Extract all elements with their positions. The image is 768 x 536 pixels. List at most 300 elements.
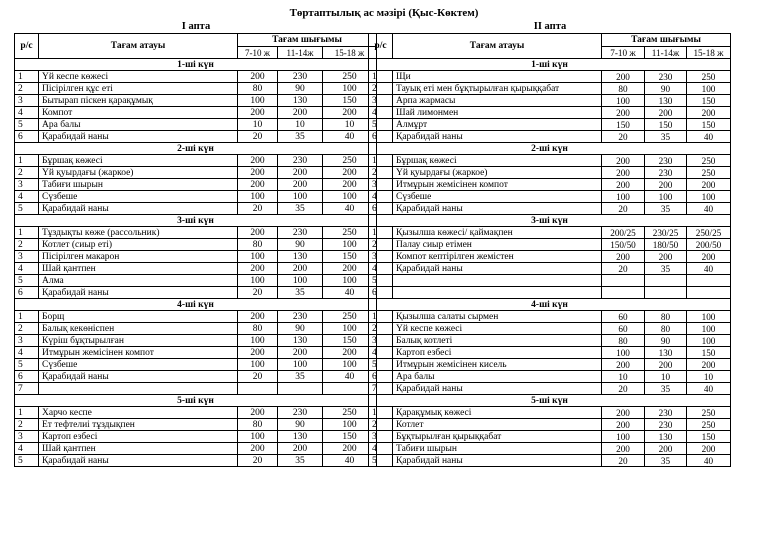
row-number: 3 <box>15 335 39 347</box>
portion-11-14: 130 <box>645 95 687 107</box>
week-1-section <box>14 21 378 467</box>
week-title: І апта <box>181 21 211 32</box>
row-number: 5 <box>369 455 393 467</box>
row-number: 2 <box>15 239 39 251</box>
row-number: 2 <box>369 83 393 95</box>
week-1-body <box>15 59 377 467</box>
menu-row <box>369 119 731 131</box>
portion-7-10: 200 <box>602 443 645 455</box>
dish-name: Тұздықты көже (рассольник) <box>39 227 238 239</box>
menu-row <box>369 251 731 263</box>
day-header-row <box>369 59 731 71</box>
dish-name <box>393 287 602 299</box>
menu-row <box>15 263 377 275</box>
row-number: 2 <box>15 419 39 431</box>
day-title: 1-ші күн <box>369 59 731 71</box>
row-number: 3 <box>15 179 39 191</box>
dish-name: Қарабидай наны <box>39 371 238 383</box>
portion-15-18: 200 <box>687 251 731 263</box>
portion-7-10: 100 <box>238 191 278 203</box>
portion-7-10: 100 <box>602 347 645 359</box>
row-number: 1 <box>369 311 393 323</box>
menu-row <box>15 167 377 179</box>
menu-row <box>369 179 731 191</box>
menu-row <box>369 107 731 119</box>
dish-name: Борщ <box>39 311 238 323</box>
week-2-body <box>369 59 731 467</box>
portion-11-14: 35 <box>645 455 687 467</box>
dish-name: Қарабидай наны <box>393 203 602 215</box>
portion-7-10: 100 <box>238 251 278 263</box>
menu-row <box>15 251 377 263</box>
portion-11-14: 230 <box>645 407 687 419</box>
portion-7-10: 20 <box>238 131 278 143</box>
menu-row <box>15 335 377 347</box>
dish-name: Қарабидай наны <box>39 287 238 299</box>
row-number: 1 <box>369 155 393 167</box>
menu-row <box>369 203 731 215</box>
row-number: 2 <box>369 419 393 431</box>
row-number: 4 <box>369 347 393 359</box>
portion-15-18: 100 <box>323 83 377 95</box>
menu-row <box>15 83 377 95</box>
portion-15-18: 100 <box>323 359 377 371</box>
day-header-row <box>15 143 377 155</box>
portion-7-10: 200 <box>238 443 278 455</box>
menu-row <box>15 419 377 431</box>
portion-15-18: 150 <box>323 95 377 107</box>
portion-11-14: 35 <box>645 203 687 215</box>
dish-name: Пісірілген құс еті <box>39 83 238 95</box>
portion-11-14: 200 <box>278 167 323 179</box>
age-header: 7-10 ж <box>602 47 645 59</box>
menu-row <box>369 287 731 299</box>
row-number: 3 <box>369 95 393 107</box>
row-number: 3 <box>15 251 39 263</box>
row-number: 2 <box>369 239 393 251</box>
row-number: 6 <box>15 371 39 383</box>
portion-15-18: 150 <box>323 431 377 443</box>
portion-7-10: 200 <box>238 179 278 191</box>
portion-15-18: 100 <box>323 323 377 335</box>
portion-15-18 <box>687 287 731 299</box>
day-header-row <box>15 215 377 227</box>
row-number: 7 <box>369 383 393 395</box>
dish-name: Қарабидай наны <box>39 203 238 215</box>
row-number: 4 <box>15 263 39 275</box>
portion-11-14: 200 <box>645 251 687 263</box>
portion-15-18: 250 <box>323 71 377 83</box>
row-number: 3 <box>369 335 393 347</box>
portion-7-10: 200 <box>602 407 645 419</box>
portion-11-14 <box>645 287 687 299</box>
dish-name: Алма <box>39 275 238 287</box>
portion-7-10: 60 <box>602 323 645 335</box>
day-title: 3-ші күн <box>15 215 377 227</box>
week-1-menu-table <box>14 33 377 467</box>
portion-7-10: 20 <box>602 455 645 467</box>
portion-7-10: 80 <box>602 83 645 95</box>
row-number: 4 <box>369 107 393 119</box>
portion-11-14: 35 <box>645 131 687 143</box>
portion-11-14: 230 <box>278 311 323 323</box>
menu-row <box>15 371 377 383</box>
dish-name: Бұршақ көжесі <box>393 155 602 167</box>
rs-header: р/с <box>15 34 39 59</box>
dish-name: Картоп езбесі <box>39 431 238 443</box>
portion-7-10: 200 <box>602 359 645 371</box>
portion-11-14: 230 <box>645 419 687 431</box>
portion-11-14: 130 <box>278 95 323 107</box>
dish-name: Үй кеспе көжесі <box>39 71 238 83</box>
row-number: 4 <box>15 443 39 455</box>
row-number: 1 <box>15 407 39 419</box>
row-number: 6 <box>369 287 393 299</box>
row-number: 3 <box>369 251 393 263</box>
portion-7-10 <box>602 287 645 299</box>
portion-15-18: 200 <box>687 179 731 191</box>
menu-row <box>369 263 731 275</box>
dish-name: Котлет (сиыр еті) <box>39 239 238 251</box>
menu-row <box>369 359 731 371</box>
portion-11-14: 130 <box>645 347 687 359</box>
portion-11-14: 200 <box>278 443 323 455</box>
portion-15-18: 100 <box>687 323 731 335</box>
portion-7-10: 100 <box>238 275 278 287</box>
portion-7-10: 100 <box>238 431 278 443</box>
portion-7-10: 200 <box>602 167 645 179</box>
output-header: Тағам шығымы <box>602 34 731 47</box>
portion-11-14: 200 <box>278 179 323 191</box>
dish-name: Қарабидай наны <box>393 131 602 143</box>
dish-name: Үй қуырдағы (жаркое) <box>393 167 602 179</box>
portion-7-10: 200 <box>238 107 278 119</box>
portion-11-14: 130 <box>278 251 323 263</box>
portion-11-14: 200 <box>278 263 323 275</box>
menu-row <box>369 95 731 107</box>
menu-row <box>15 227 377 239</box>
dish-name: Картоп езбесі <box>393 347 602 359</box>
dish-name: Қарақұмық көжесі <box>393 407 602 419</box>
portion-7-10: 200 <box>238 227 278 239</box>
day-title: 5-ші күн <box>369 395 731 407</box>
portion-7-10: 20 <box>602 203 645 215</box>
row-number: 5 <box>15 203 39 215</box>
portion-11-14: 90 <box>278 419 323 431</box>
portion-15-18: 200 <box>323 167 377 179</box>
portion-7-10 <box>238 383 278 395</box>
portion-15-18: 250 <box>323 227 377 239</box>
age-header: 15-18 ж <box>323 47 377 59</box>
portion-15-18: 40 <box>323 287 377 299</box>
portion-11-14: 10 <box>645 371 687 383</box>
portion-15-18: 40 <box>323 131 377 143</box>
portion-11-14: 230 <box>278 227 323 239</box>
portion-7-10: 100 <box>238 359 278 371</box>
portion-7-10: 200 <box>238 311 278 323</box>
portion-11-14: 100 <box>278 191 323 203</box>
menu-row <box>369 443 731 455</box>
menu-row <box>369 275 731 287</box>
age-header: 11-14ж <box>278 47 323 59</box>
day-header-row <box>15 299 377 311</box>
portion-11-14: 100 <box>645 191 687 203</box>
dish-name: Сүзбеше <box>39 191 238 203</box>
portion-7-10: 100 <box>602 191 645 203</box>
row-number: 6 <box>369 371 393 383</box>
portion-7-10: 150/50 <box>602 239 645 251</box>
menu-row <box>369 227 731 239</box>
row-number: 3 <box>15 95 39 107</box>
menu-row <box>15 347 377 359</box>
row-number: 5 <box>15 275 39 287</box>
dish-name: Палау сиыр етімен <box>393 239 602 251</box>
day-header-row <box>15 59 377 71</box>
dish-name: Сүзбеше <box>393 191 602 203</box>
portion-11-14: 130 <box>645 431 687 443</box>
portion-11-14: 230 <box>278 155 323 167</box>
portion-7-10 <box>602 275 645 287</box>
day-title: 5-ші күн <box>15 395 377 407</box>
portion-15-18: 250 <box>687 155 731 167</box>
portion-11-14: 150 <box>645 119 687 131</box>
menu-row <box>15 107 377 119</box>
day-title: 2-ші күн <box>15 143 377 155</box>
week-2-section <box>368 21 732 467</box>
portion-15-18: 40 <box>323 371 377 383</box>
row-number: 5 <box>15 119 39 131</box>
portion-7-10: 20 <box>238 287 278 299</box>
portion-15-18: 100 <box>323 419 377 431</box>
portion-7-10: 80 <box>238 419 278 431</box>
portion-11-14: 100 <box>278 359 323 371</box>
row-number: 2 <box>369 323 393 335</box>
day-header-row <box>369 215 731 227</box>
portion-11-14: 90 <box>645 83 687 95</box>
portion-15-18: 100 <box>687 83 731 95</box>
age-header: 15-18 ж <box>687 47 731 59</box>
portion-11-14: 80 <box>645 323 687 335</box>
portion-7-10: 20 <box>238 203 278 215</box>
row-number: 6 <box>15 131 39 143</box>
portion-11-14 <box>278 383 323 395</box>
dish-name: Табиғи шырын <box>39 179 238 191</box>
portion-11-14: 10 <box>278 119 323 131</box>
portion-11-14: 230 <box>645 167 687 179</box>
day-header-row <box>369 143 731 155</box>
dish-name: Шай қантпен <box>39 263 238 275</box>
portion-7-10: 200 <box>602 419 645 431</box>
portion-11-14: 230 <box>645 71 687 83</box>
row-number: 2 <box>15 83 39 95</box>
portion-7-10: 20 <box>602 383 645 395</box>
portion-7-10: 200 <box>602 155 645 167</box>
portion-7-10: 10 <box>602 371 645 383</box>
portion-11-14: 35 <box>278 131 323 143</box>
portion-15-18: 250 <box>323 407 377 419</box>
menu-row <box>15 179 377 191</box>
portion-11-14: 230/25 <box>645 227 687 239</box>
portion-11-14: 200 <box>278 347 323 359</box>
day-title: 4-ші күн <box>15 299 377 311</box>
portion-7-10: 200 <box>238 263 278 275</box>
portion-15-18: 200 <box>323 443 377 455</box>
dish-name: Үй қуырдағы (жаркое) <box>39 167 238 179</box>
row-number: 7 <box>15 383 39 395</box>
menu-row <box>15 359 377 371</box>
dish-name: Итмұрын жемісінен компот <box>393 179 602 191</box>
portion-11-14: 200 <box>645 179 687 191</box>
menu-row <box>369 419 731 431</box>
menu-row <box>15 191 377 203</box>
output-header: Тағам шығымы <box>238 34 377 47</box>
portion-11-14: 200 <box>645 443 687 455</box>
dish-name: Тауық еті мен бұқтырылған қырыққабат <box>393 83 602 95</box>
portion-7-10: 200 <box>602 251 645 263</box>
row-number: 1 <box>369 407 393 419</box>
menu-row <box>369 239 731 251</box>
portion-7-10: 150 <box>602 119 645 131</box>
portion-7-10: 200 <box>238 167 278 179</box>
menu-row <box>15 323 377 335</box>
row-number: 1 <box>369 227 393 239</box>
dish-name: Ет тефтелиі тұздықпен <box>39 419 238 431</box>
row-number: 4 <box>369 263 393 275</box>
row-number: 6 <box>15 287 39 299</box>
menu-row <box>15 407 377 419</box>
portion-15-18: 40 <box>687 131 731 143</box>
portion-7-10: 20 <box>602 131 645 143</box>
row-number: 1 <box>15 227 39 239</box>
menu-row <box>15 287 377 299</box>
menu-row <box>15 431 377 443</box>
dish-header: Тағам атауы <box>393 34 602 59</box>
portion-15-18: 200 <box>323 107 377 119</box>
dish-name: Қарабидай наны <box>39 131 238 143</box>
portion-11-14: 90 <box>645 335 687 347</box>
portion-7-10: 10 <box>238 119 278 131</box>
portion-7-10: 100 <box>602 95 645 107</box>
portion-7-10: 200 <box>602 179 645 191</box>
portion-15-18: 150 <box>323 251 377 263</box>
dish-name: Бұршақ көжесі <box>39 155 238 167</box>
day-title: 4-ші күн <box>369 299 731 311</box>
portion-11-14: 180/50 <box>645 239 687 251</box>
dish-name: Пісірілген макарон <box>39 251 238 263</box>
row-number: 6 <box>369 203 393 215</box>
dish-name: Ара балы <box>39 119 238 131</box>
age-header: 11-14ж <box>645 47 687 59</box>
menu-row <box>15 119 377 131</box>
portion-15-18: 200 <box>323 179 377 191</box>
menu-row <box>369 155 731 167</box>
menu-row <box>15 383 377 395</box>
portion-15-18: 200/50 <box>687 239 731 251</box>
menu-row <box>369 371 731 383</box>
menu-row <box>15 131 377 143</box>
day-title: 1-ші күн <box>15 59 377 71</box>
portion-15-18: 100 <box>687 311 731 323</box>
portion-11-14 <box>645 275 687 287</box>
row-number: 1 <box>15 155 39 167</box>
portion-15-18: 10 <box>687 371 731 383</box>
portion-11-14: 35 <box>645 383 687 395</box>
row-number: 3 <box>369 179 393 191</box>
portion-7-10: 100 <box>238 95 278 107</box>
portion-7-10: 200 <box>238 407 278 419</box>
day-header-row <box>15 395 377 407</box>
dish-name: Қарабидай наны <box>393 455 602 467</box>
day-header-row <box>369 299 731 311</box>
menu-row <box>369 83 731 95</box>
dish-name: Харчо кеспе <box>39 407 238 419</box>
portion-15-18: 40 <box>687 383 731 395</box>
row-number: 4 <box>15 347 39 359</box>
dish-name: Итмұрын жемісінен кисель <box>393 359 602 371</box>
menu-row <box>369 167 731 179</box>
portion-15-18: 200 <box>687 107 731 119</box>
portion-11-14: 200 <box>645 107 687 119</box>
dish-name: Компот <box>39 107 238 119</box>
portion-7-10: 200/25 <box>602 227 645 239</box>
dish-name <box>393 275 602 287</box>
row-number: 4 <box>369 191 393 203</box>
portion-15-18: 250 <box>687 419 731 431</box>
portion-15-18: 200 <box>687 443 731 455</box>
menu-row <box>15 155 377 167</box>
row-number: 3 <box>369 431 393 443</box>
portion-15-18: 200 <box>687 359 731 371</box>
menu-row <box>369 347 731 359</box>
dish-name: Табиғи шырын <box>393 443 602 455</box>
dish-name: Компот кептірілген жемістен <box>393 251 602 263</box>
row-number: 4 <box>15 107 39 119</box>
portion-11-14: 230 <box>278 71 323 83</box>
menu-row <box>15 239 377 251</box>
portion-15-18: 40 <box>687 455 731 467</box>
portion-7-10: 100 <box>602 431 645 443</box>
menu-row <box>15 443 377 455</box>
portion-7-10: 200 <box>238 71 278 83</box>
dish-name: Бытырап піскен қарақұмық <box>39 95 238 107</box>
row-number: 2 <box>15 167 39 179</box>
portion-11-14: 230 <box>278 407 323 419</box>
menu-row <box>15 275 377 287</box>
row-number: 4 <box>369 443 393 455</box>
menu-row <box>369 383 731 395</box>
portion-11-14: 200 <box>278 107 323 119</box>
row-number: 1 <box>15 71 39 83</box>
dish-name: Қарабидай наны <box>393 263 602 275</box>
dish-name: Итмұрын жемісінен компот <box>39 347 238 359</box>
menu-row <box>369 431 731 443</box>
dish-name: Щи <box>393 71 602 83</box>
rs-header: р/с <box>369 34 393 59</box>
menu-row <box>369 323 731 335</box>
portion-15-18: 150 <box>687 431 731 443</box>
portion-15-18: 200 <box>323 347 377 359</box>
portion-15-18: 250 <box>687 71 731 83</box>
row-number: 2 <box>369 167 393 179</box>
portion-7-10: 20 <box>238 371 278 383</box>
portion-11-14: 130 <box>278 431 323 443</box>
menu-row <box>369 191 731 203</box>
portion-15-18: 100 <box>323 275 377 287</box>
menu-row <box>15 203 377 215</box>
day-header-row <box>369 395 731 407</box>
portion-11-14: 100 <box>278 275 323 287</box>
portion-7-10: 200 <box>602 107 645 119</box>
